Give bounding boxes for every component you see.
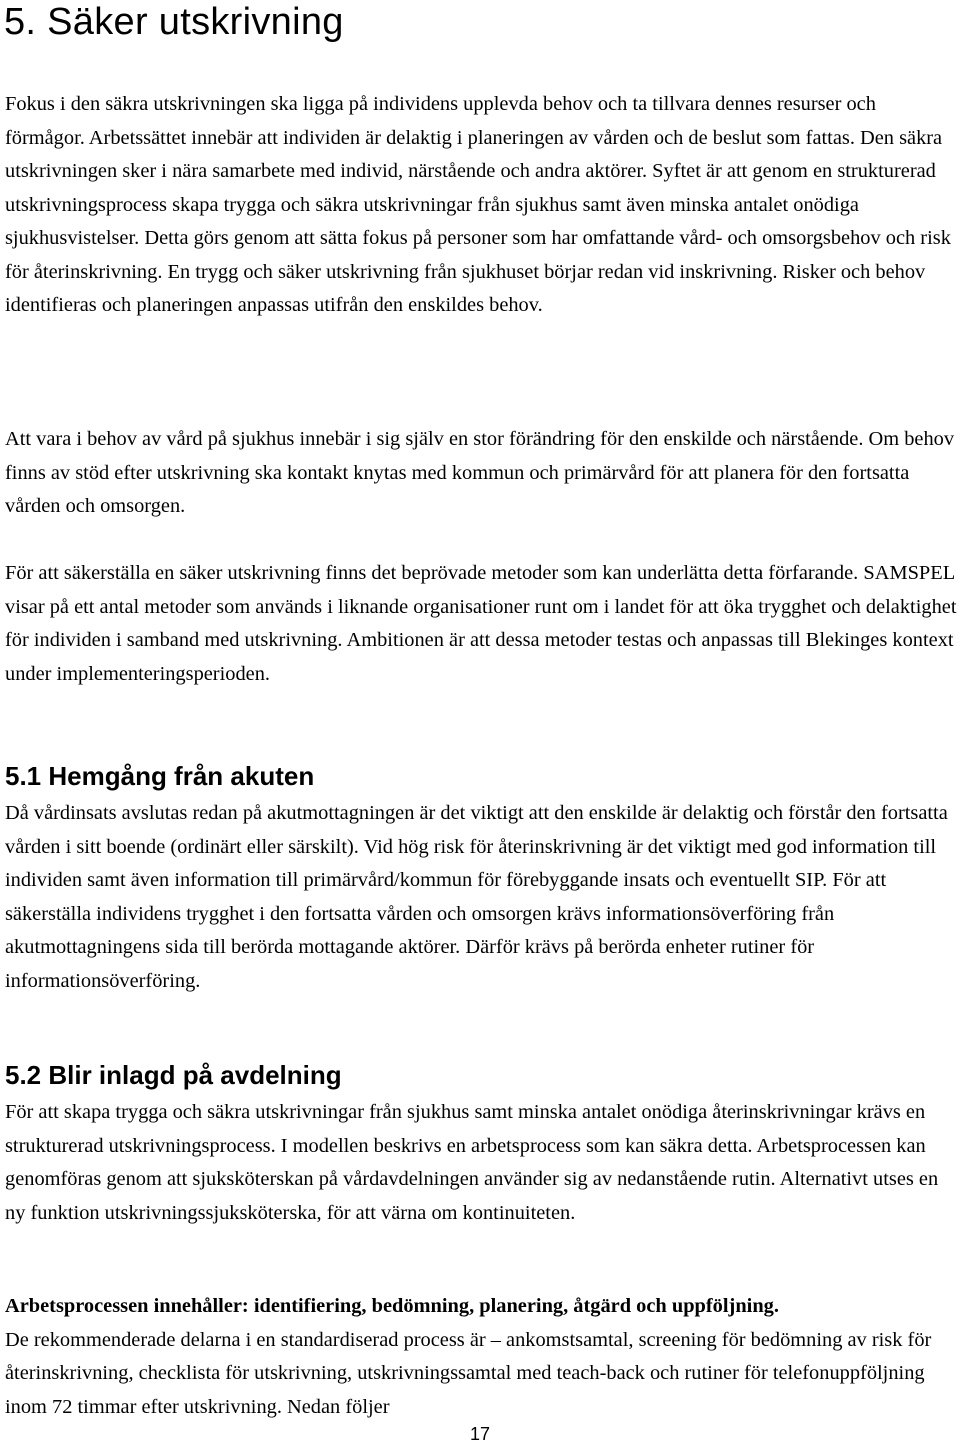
section-5-2-heading: 5.2 Blir inlagd på avdelning [5,1060,342,1090]
process-bold-text: Arbetsprocessen innehåller: identifiering, bedömning, planering, åtgärd och uppföljning. [5,1295,779,1317]
process-text: De rekommenderade delarna i en standardiserad process är – ankomstsamtal, screening för bedömning av risk för återinskrivning, checklista för utskrivning, utskrivningssamtal med teach-back och rutiner för telefonuppföljning inom 72 timmar efter utskrivning. Nedan följer [5,1328,932,1418]
section-5-2-text: För att skapa trygga och säkra utskrivningar från sjukhus samt minska antalet onödiga återinskrivningar krävs en strukturerad utskrivningsprocess. I modellen beskrivs en arbetsprocess som kan säkra detta. Arbetsprocessen kan genomföras genom att sjuksköterskan på vårdavdelningen använder sig av nedanstående rutin. Alternativt utses en ny funktion utskrivningssjuksköterska, för att värna om kontinuiteten. [5,1101,939,1224]
intro-paragraph: Fokus i den säkra utskrivningen ska ligga på individens upplevda behov och ta tillvara dennes resurser och förmågor. Arbetssättet innebär att individen är delaktig i planeringen av vården och de beslut som fattas. Den säkra utskrivningen sker i nära samarbete med individ, närstående och andra aktörer. Syftet är att genom en strukturerad utskrivningsprocess skapa trygga och säkra utskrivningar från sjukhus samt även minska antalet onödiga sjukhusvistelser. Detta görs genom att sätta fokus på personer som har omfattande vård- och omsorgsbehov och risk för återinskrivning. En trygg och säker utskrivning från sjukhuset börjar redan vid inskrivning. Risker och behov identifieras och planeringen anpassas utifrån den enskildes behov. [5,93,951,316]
need-paragraph: Att vara i behov av vård på sjukhus innebär i sig själv en stor förändring för den enskilde och närstående. Om behov finns av stöd efter utskrivning ska kontakt knytas med kommun och primärvård för att planera för den fortsatta vården och omsorgen. [5,428,955,517]
section-5-1-text: Då vårdinsats avslutas redan på akutmottagningen är det viktigt att den enskilde är delaktig och förstår den fortsatta vården i sitt boende (ordinärt eller särskilt). Vid hög risk för återinskrivning är det viktigt med god information till individen samt även information till primärvård/kommun för förebyggande insats och eventuellt SIP. För att säkerställa individens trygghet i den fortsatta vården och omsorgen krävs informationsöverföring från akutmottagningens sida till berörda mottagande aktörer. Därför krävs på berörda enheter rutiner för informationsöverföring. [5,802,948,992]
methods-paragraph: För att säkerställa en säker utskrivning finns det beprövade metoder som kan underlätta detta förfarande. SAMSPEL visar på ett antal metoder som används i liknande organisationer runt om i landet för att öka trygghet och delaktighet för individen i samband med utskrivning. Ambitionen är att dessa metoder testas och anpassas till Blekinges kontext under implementeringsperioden. [5,562,957,685]
process-paragraph [5,1290,960,1424]
page-number: 17 [469,1424,491,1444]
chapter-heading: 5. Säker utskrivning [4,1,344,43]
section-5-1-heading: 5.1 Hemgång från akuten [5,761,315,791]
